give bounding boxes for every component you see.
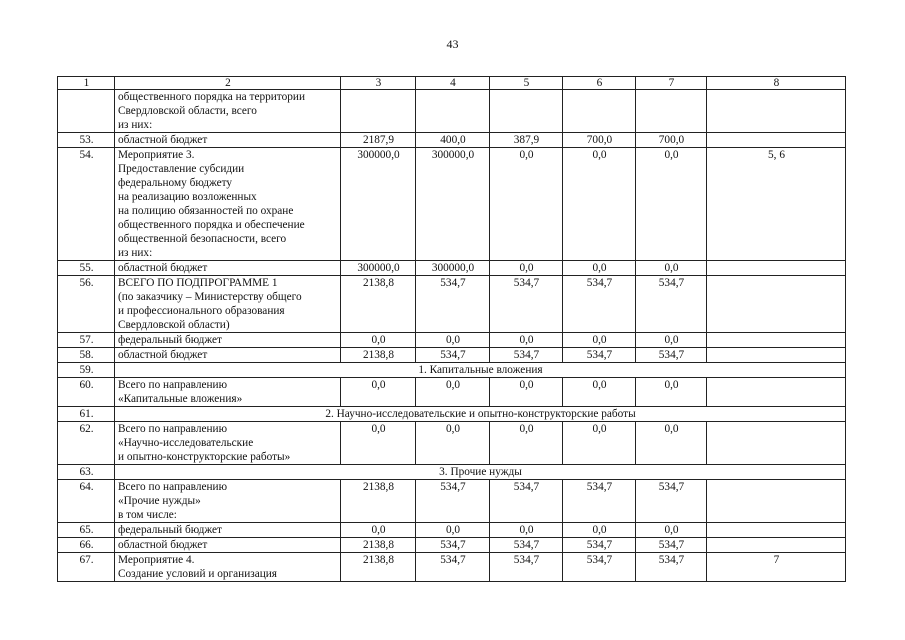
value-cell: 0,0	[490, 261, 563, 276]
value-cell: 0,0	[563, 148, 636, 261]
value-cell: 534,7	[563, 348, 636, 363]
table-row	[58, 333, 846, 348]
row-number: 62.	[58, 422, 115, 465]
row-number: 65.	[58, 523, 115, 538]
row-number	[58, 90, 115, 133]
value-cell: 0,0	[341, 422, 416, 465]
row-number: 58.	[58, 348, 115, 363]
value-cell: 0,0	[490, 378, 563, 407]
row-number: 57.	[58, 333, 115, 348]
table-row	[58, 261, 846, 276]
value-cell: 300000,0	[416, 261, 490, 276]
value-cell: 0,0	[490, 148, 563, 261]
row-name: Всего по направлению «Капитальные вложения»	[115, 378, 341, 407]
table-row	[58, 480, 846, 523]
row-number: 56.	[58, 276, 115, 333]
value-cell: 0,0	[341, 378, 416, 407]
header-cell: 4	[416, 77, 490, 90]
value-cell: 534,7	[636, 553, 707, 582]
value-cell	[341, 90, 416, 133]
row-number: 59.	[58, 363, 115, 378]
value-cell: 0,0	[563, 523, 636, 538]
value-cell: 2138,8	[341, 480, 416, 523]
header-cell: 1	[58, 77, 115, 90]
page-number: 43	[446, 37, 459, 51]
note-cell	[707, 133, 846, 148]
header-cell: 8	[707, 77, 846, 90]
value-cell: 0,0	[416, 523, 490, 538]
row-name: ВСЕГО ПО ПОДПРОГРАММЕ 1 (по заказчику – Министерству общего и профессионального образования Свердловской области)	[115, 276, 341, 333]
value-cell: 534,7	[416, 348, 490, 363]
value-cell: 534,7	[416, 538, 490, 553]
table-row	[58, 133, 846, 148]
value-cell: 0,0	[636, 333, 707, 348]
section-row	[58, 407, 846, 422]
value-cell: 0,0	[490, 333, 563, 348]
value-cell: 300000,0	[341, 261, 416, 276]
note-cell	[707, 422, 846, 465]
table-row	[58, 553, 846, 582]
value-cell	[636, 90, 707, 133]
value-cell: 0,0	[563, 378, 636, 407]
value-cell: 534,7	[563, 553, 636, 582]
row-name: Всего по направлению «Прочие нужды» в том числе:	[115, 480, 341, 523]
note-cell	[707, 348, 846, 363]
value-cell: 0,0	[341, 333, 416, 348]
row-name: областной бюджет	[115, 348, 341, 363]
value-cell: 300000,0	[416, 148, 490, 261]
value-cell: 534,7	[636, 538, 707, 553]
note-cell	[707, 333, 846, 348]
value-cell: 0,0	[490, 523, 563, 538]
value-cell: 400,0	[416, 133, 490, 148]
header-cell: 7	[636, 77, 707, 90]
value-cell: 534,7	[563, 480, 636, 523]
value-cell: 534,7	[636, 276, 707, 333]
note-cell: 7	[707, 553, 846, 582]
value-cell: 2138,8	[341, 538, 416, 553]
row-name: Всего по направлению «Научно-исследовательские и опытно-конструкторские работы»	[115, 422, 341, 465]
header-cell: 3	[341, 77, 416, 90]
row-number: 64.	[58, 480, 115, 523]
row-number: 54.	[58, 148, 115, 261]
table-row	[58, 276, 846, 333]
row-number: 61.	[58, 407, 115, 422]
value-cell: 0,0	[416, 333, 490, 348]
value-cell: 700,0	[636, 133, 707, 148]
value-cell: 534,7	[490, 348, 563, 363]
row-number: 67.	[58, 553, 115, 582]
value-cell: 2138,8	[341, 553, 416, 582]
value-cell: 387,9	[490, 133, 563, 148]
value-cell	[490, 90, 563, 133]
value-cell: 534,7	[636, 348, 707, 363]
header-row	[58, 77, 846, 90]
row-name: федеральный бюджет	[115, 333, 341, 348]
table-row	[58, 422, 846, 465]
value-cell: 0,0	[490, 422, 563, 465]
note-cell	[707, 538, 846, 553]
value-cell: 0,0	[636, 148, 707, 261]
section-title: 1. Капитальные вложения	[115, 363, 846, 378]
section-title: 3. Прочие нужды	[115, 465, 846, 480]
value-cell: 0,0	[636, 261, 707, 276]
header-cell: 2	[115, 77, 341, 90]
value-cell: 0,0	[563, 261, 636, 276]
value-cell: 2138,8	[341, 276, 416, 333]
value-cell: 0,0	[563, 333, 636, 348]
row-name: областной бюджет	[115, 538, 341, 553]
note-cell	[707, 480, 846, 523]
value-cell	[416, 90, 490, 133]
header-cell: 6	[563, 77, 636, 90]
row-number: 66.	[58, 538, 115, 553]
value-cell: 300000,0	[341, 148, 416, 261]
section-row	[58, 465, 846, 480]
value-cell: 534,7	[490, 480, 563, 523]
note-cell	[707, 276, 846, 333]
value-cell: 534,7	[563, 276, 636, 333]
value-cell: 0,0	[636, 523, 707, 538]
row-number: 63.	[58, 465, 115, 480]
table-row	[58, 538, 846, 553]
value-cell: 534,7	[490, 553, 563, 582]
note-cell	[707, 378, 846, 407]
row-name: Мероприятие 4. Создание условий и организация	[115, 553, 341, 582]
value-cell: 0,0	[636, 422, 707, 465]
row-number: 60.	[58, 378, 115, 407]
table-row	[58, 348, 846, 363]
row-name: федеральный бюджет	[115, 523, 341, 538]
value-cell: 534,7	[490, 538, 563, 553]
table-row	[58, 523, 846, 538]
row-name: общественного порядка на территории Свердловской области, всего из них:	[115, 90, 341, 133]
header-cell: 5	[490, 77, 563, 90]
value-cell	[563, 90, 636, 133]
note-cell	[707, 90, 846, 133]
value-cell: 534,7	[416, 276, 490, 333]
section-row	[58, 363, 846, 378]
value-cell: 534,7	[416, 553, 490, 582]
row-name: областной бюджет	[115, 133, 341, 148]
table-row	[58, 148, 846, 261]
value-cell: 534,7	[636, 480, 707, 523]
table-row	[58, 90, 846, 133]
value-cell: 534,7	[490, 276, 563, 333]
note-cell	[707, 523, 846, 538]
value-cell: 700,0	[563, 133, 636, 148]
value-cell: 0,0	[341, 523, 416, 538]
value-cell: 0,0	[563, 422, 636, 465]
row-number: 55.	[58, 261, 115, 276]
section-title: 2. Научно-исследовательские и опытно-конструкторские работы	[115, 407, 846, 422]
row-name: областной бюджет	[115, 261, 341, 276]
row-name: Мероприятие 3. Предоставление субсидии федеральному бюджету на реализацию возложенных на полицию обязанностей по охране общественного порядка и обеспечение общественной безопасности, всего из них:	[115, 148, 341, 261]
value-cell: 0,0	[636, 378, 707, 407]
budget-table	[57, 76, 846, 582]
value-cell: 0,0	[416, 378, 490, 407]
value-cell: 534,7	[416, 480, 490, 523]
value-cell: 2138,8	[341, 348, 416, 363]
row-number: 53.	[58, 133, 115, 148]
value-cell: 534,7	[563, 538, 636, 553]
table-row	[58, 378, 846, 407]
value-cell: 2187,9	[341, 133, 416, 148]
note-cell: 5, 6	[707, 148, 846, 261]
note-cell	[707, 261, 846, 276]
value-cell: 0,0	[416, 422, 490, 465]
